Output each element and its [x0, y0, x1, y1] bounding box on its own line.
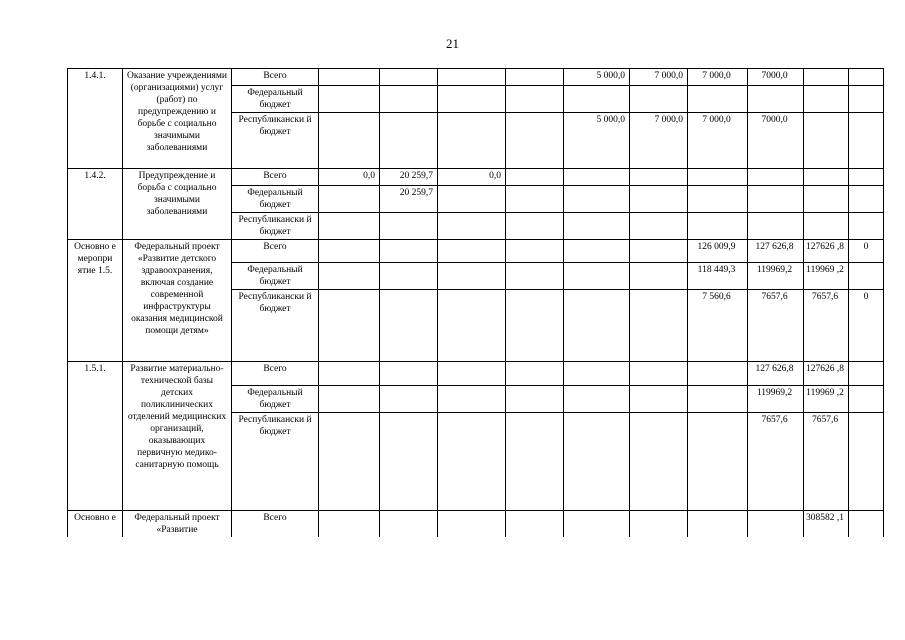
value-cell	[630, 186, 688, 213]
value-cell	[564, 186, 630, 213]
value-cell	[564, 413, 630, 511]
funding-source-cell: Всего	[232, 511, 319, 538]
value-cell	[748, 213, 804, 240]
value-cell	[380, 86, 438, 113]
value-cell: 127626 ,8	[804, 362, 849, 386]
value-cell	[380, 386, 438, 413]
value-cell	[319, 240, 380, 263]
funding-source-cell: Республикански й бюджет	[232, 290, 319, 362]
value-cell	[506, 169, 564, 186]
funding-source-cell: Всего	[232, 362, 319, 386]
value-cell	[564, 86, 630, 113]
value-cell: 5 000,0	[564, 69, 630, 86]
value-cell	[849, 69, 884, 86]
funding-source-cell: Всего	[232, 240, 319, 263]
value-cell: 0,0	[319, 169, 380, 186]
table-row	[68, 362, 884, 386]
value-cell	[506, 386, 564, 413]
value-cell: 20 259,7	[380, 169, 438, 186]
row-number-cell: 1.4.1.	[68, 69, 123, 169]
value-cell	[564, 386, 630, 413]
row-name-cell: Федеральный проект «Развитие	[123, 511, 232, 538]
value-cell: 7000,0	[748, 69, 804, 86]
value-cell	[438, 113, 506, 169]
value-cell	[380, 263, 438, 290]
value-cell	[438, 69, 506, 86]
value-cell	[564, 263, 630, 290]
value-cell	[506, 362, 564, 386]
value-cell	[630, 213, 688, 240]
page-number: 21	[446, 36, 459, 51]
value-cell	[380, 240, 438, 263]
value-cell: 7657,6	[804, 290, 849, 362]
value-cell	[506, 69, 564, 86]
value-cell	[849, 213, 884, 240]
value-cell: 118 449,3	[688, 263, 748, 290]
value-cell	[748, 86, 804, 113]
value-cell	[688, 362, 748, 386]
value-cell	[748, 186, 804, 213]
value-cell	[688, 169, 748, 186]
value-cell	[688, 511, 748, 538]
value-cell	[319, 413, 380, 511]
value-cell	[564, 169, 630, 186]
value-cell	[849, 362, 884, 386]
value-cell	[688, 386, 748, 413]
value-cell	[748, 511, 804, 538]
value-cell: 7 000,0	[688, 69, 748, 86]
value-cell	[506, 186, 564, 213]
value-cell	[564, 290, 630, 362]
value-cell	[319, 263, 380, 290]
value-cell: 0,0	[438, 169, 506, 186]
value-cell	[319, 290, 380, 362]
funding-source-cell: Федеральный бюджет	[232, 186, 319, 213]
value-cell	[849, 511, 884, 538]
funding-source-cell: Республикански й бюджет	[232, 413, 319, 511]
value-cell: 127 626,8	[748, 362, 804, 386]
value-cell	[688, 86, 748, 113]
value-cell: 119969,2	[748, 386, 804, 413]
value-cell	[380, 290, 438, 362]
row-name-cell: Развитие материально-технической базы детских поликлинических отделений медицинских организаций, оказывающих первичную медико-санитарную помощь	[123, 362, 232, 511]
value-cell	[630, 290, 688, 362]
funding-source-cell: Федеральный бюджет	[232, 263, 319, 290]
funding-source-cell: Республикански й бюджет	[232, 113, 319, 169]
value-cell	[849, 86, 884, 113]
value-cell	[506, 113, 564, 169]
budget-table	[67, 68, 884, 537]
value-cell	[438, 263, 506, 290]
value-cell	[319, 213, 380, 240]
funding-source-cell: Федеральный бюджет	[232, 386, 319, 413]
value-cell	[438, 362, 506, 386]
value-cell	[804, 213, 849, 240]
value-cell	[506, 213, 564, 240]
value-cell: 7657,6	[804, 413, 849, 511]
value-cell	[804, 169, 849, 186]
row-number-cell: Основно е меропри ятие 1.5.	[68, 240, 123, 362]
value-cell	[506, 290, 564, 362]
value-cell	[804, 69, 849, 86]
value-cell: 127626 ,8	[804, 240, 849, 263]
row-number-cell: 1.4.2.	[68, 169, 123, 240]
value-cell	[630, 413, 688, 511]
table-row	[68, 69, 884, 86]
value-cell: 308582 ,1	[804, 511, 849, 538]
value-cell: 7 000,0	[688, 113, 748, 169]
funding-source-cell: Федеральный бюджет	[232, 86, 319, 113]
value-cell	[438, 386, 506, 413]
value-cell	[688, 413, 748, 511]
row-number-cell: Основно е	[68, 511, 123, 538]
value-cell	[438, 213, 506, 240]
value-cell	[630, 263, 688, 290]
row-name-cell: Федеральный проект «Развитие детского здравоохранения, включая создание современной инфраструктуры оказания медицинской помощи детям»	[123, 240, 232, 362]
value-cell	[438, 86, 506, 113]
value-cell	[438, 511, 506, 538]
value-cell: 7 000,0	[630, 113, 688, 169]
value-cell: 20 259,7	[380, 186, 438, 213]
table-row	[68, 169, 884, 186]
value-cell: 127 626,8	[748, 240, 804, 263]
value-cell	[319, 186, 380, 213]
value-cell	[438, 290, 506, 362]
value-cell	[380, 69, 438, 86]
value-cell	[688, 186, 748, 213]
value-cell: 7000,0	[748, 113, 804, 169]
value-cell	[506, 86, 564, 113]
value-cell	[319, 113, 380, 169]
value-cell	[849, 169, 884, 186]
value-cell	[506, 263, 564, 290]
value-cell	[380, 511, 438, 538]
value-cell	[804, 186, 849, 213]
value-cell	[849, 263, 884, 290]
value-cell: 5 000,0	[564, 113, 630, 169]
funding-source-cell: Всего	[232, 169, 319, 186]
value-cell	[804, 86, 849, 113]
value-cell	[630, 386, 688, 413]
value-cell	[319, 362, 380, 386]
value-cell: 0	[849, 240, 884, 263]
value-cell: 126 009,9	[688, 240, 748, 263]
value-cell	[804, 113, 849, 169]
value-cell	[380, 113, 438, 169]
value-cell: 7 000,0	[630, 69, 688, 86]
value-cell: 119969 ,2	[804, 386, 849, 413]
value-cell: 7 560,6	[688, 290, 748, 362]
value-cell	[630, 169, 688, 186]
value-cell	[380, 213, 438, 240]
value-cell	[506, 240, 564, 263]
value-cell	[564, 511, 630, 538]
value-cell: 119969 ,2	[804, 263, 849, 290]
value-cell	[380, 362, 438, 386]
value-cell	[380, 413, 438, 511]
value-cell	[319, 511, 380, 538]
value-cell	[506, 511, 564, 538]
value-cell: 119969,2	[748, 263, 804, 290]
funding-source-cell: Республикански й бюджет	[232, 213, 319, 240]
value-cell	[438, 240, 506, 263]
value-cell	[630, 511, 688, 538]
funding-source-cell: Всего	[232, 69, 319, 86]
row-name-cell: Оказание учреждениями (организациями) услуг (работ) по предупреждению и борьбе с социально значимыми заболеваниями	[123, 69, 232, 169]
value-cell	[748, 169, 804, 186]
value-cell	[564, 240, 630, 263]
value-cell	[849, 186, 884, 213]
value-cell	[564, 362, 630, 386]
value-cell	[319, 69, 380, 86]
value-cell	[506, 413, 564, 511]
value-cell: 7657,6	[748, 290, 804, 362]
value-cell	[438, 186, 506, 213]
value-cell	[319, 386, 380, 413]
value-cell: 0	[849, 290, 884, 362]
value-cell	[630, 86, 688, 113]
row-number-cell: 1.5.1.	[68, 362, 123, 511]
value-cell	[849, 386, 884, 413]
value-cell	[688, 213, 748, 240]
table-row	[68, 240, 884, 263]
value-cell	[849, 413, 884, 511]
value-cell	[849, 113, 884, 169]
value-cell	[438, 413, 506, 511]
value-cell	[630, 362, 688, 386]
value-cell	[319, 86, 380, 113]
value-cell	[564, 213, 630, 240]
row-name-cell: Предупреждение и борьба с социально значимыми заболеваниями	[123, 169, 232, 240]
value-cell: 7657,6	[748, 413, 804, 511]
value-cell	[630, 240, 688, 263]
table-row	[68, 511, 884, 538]
